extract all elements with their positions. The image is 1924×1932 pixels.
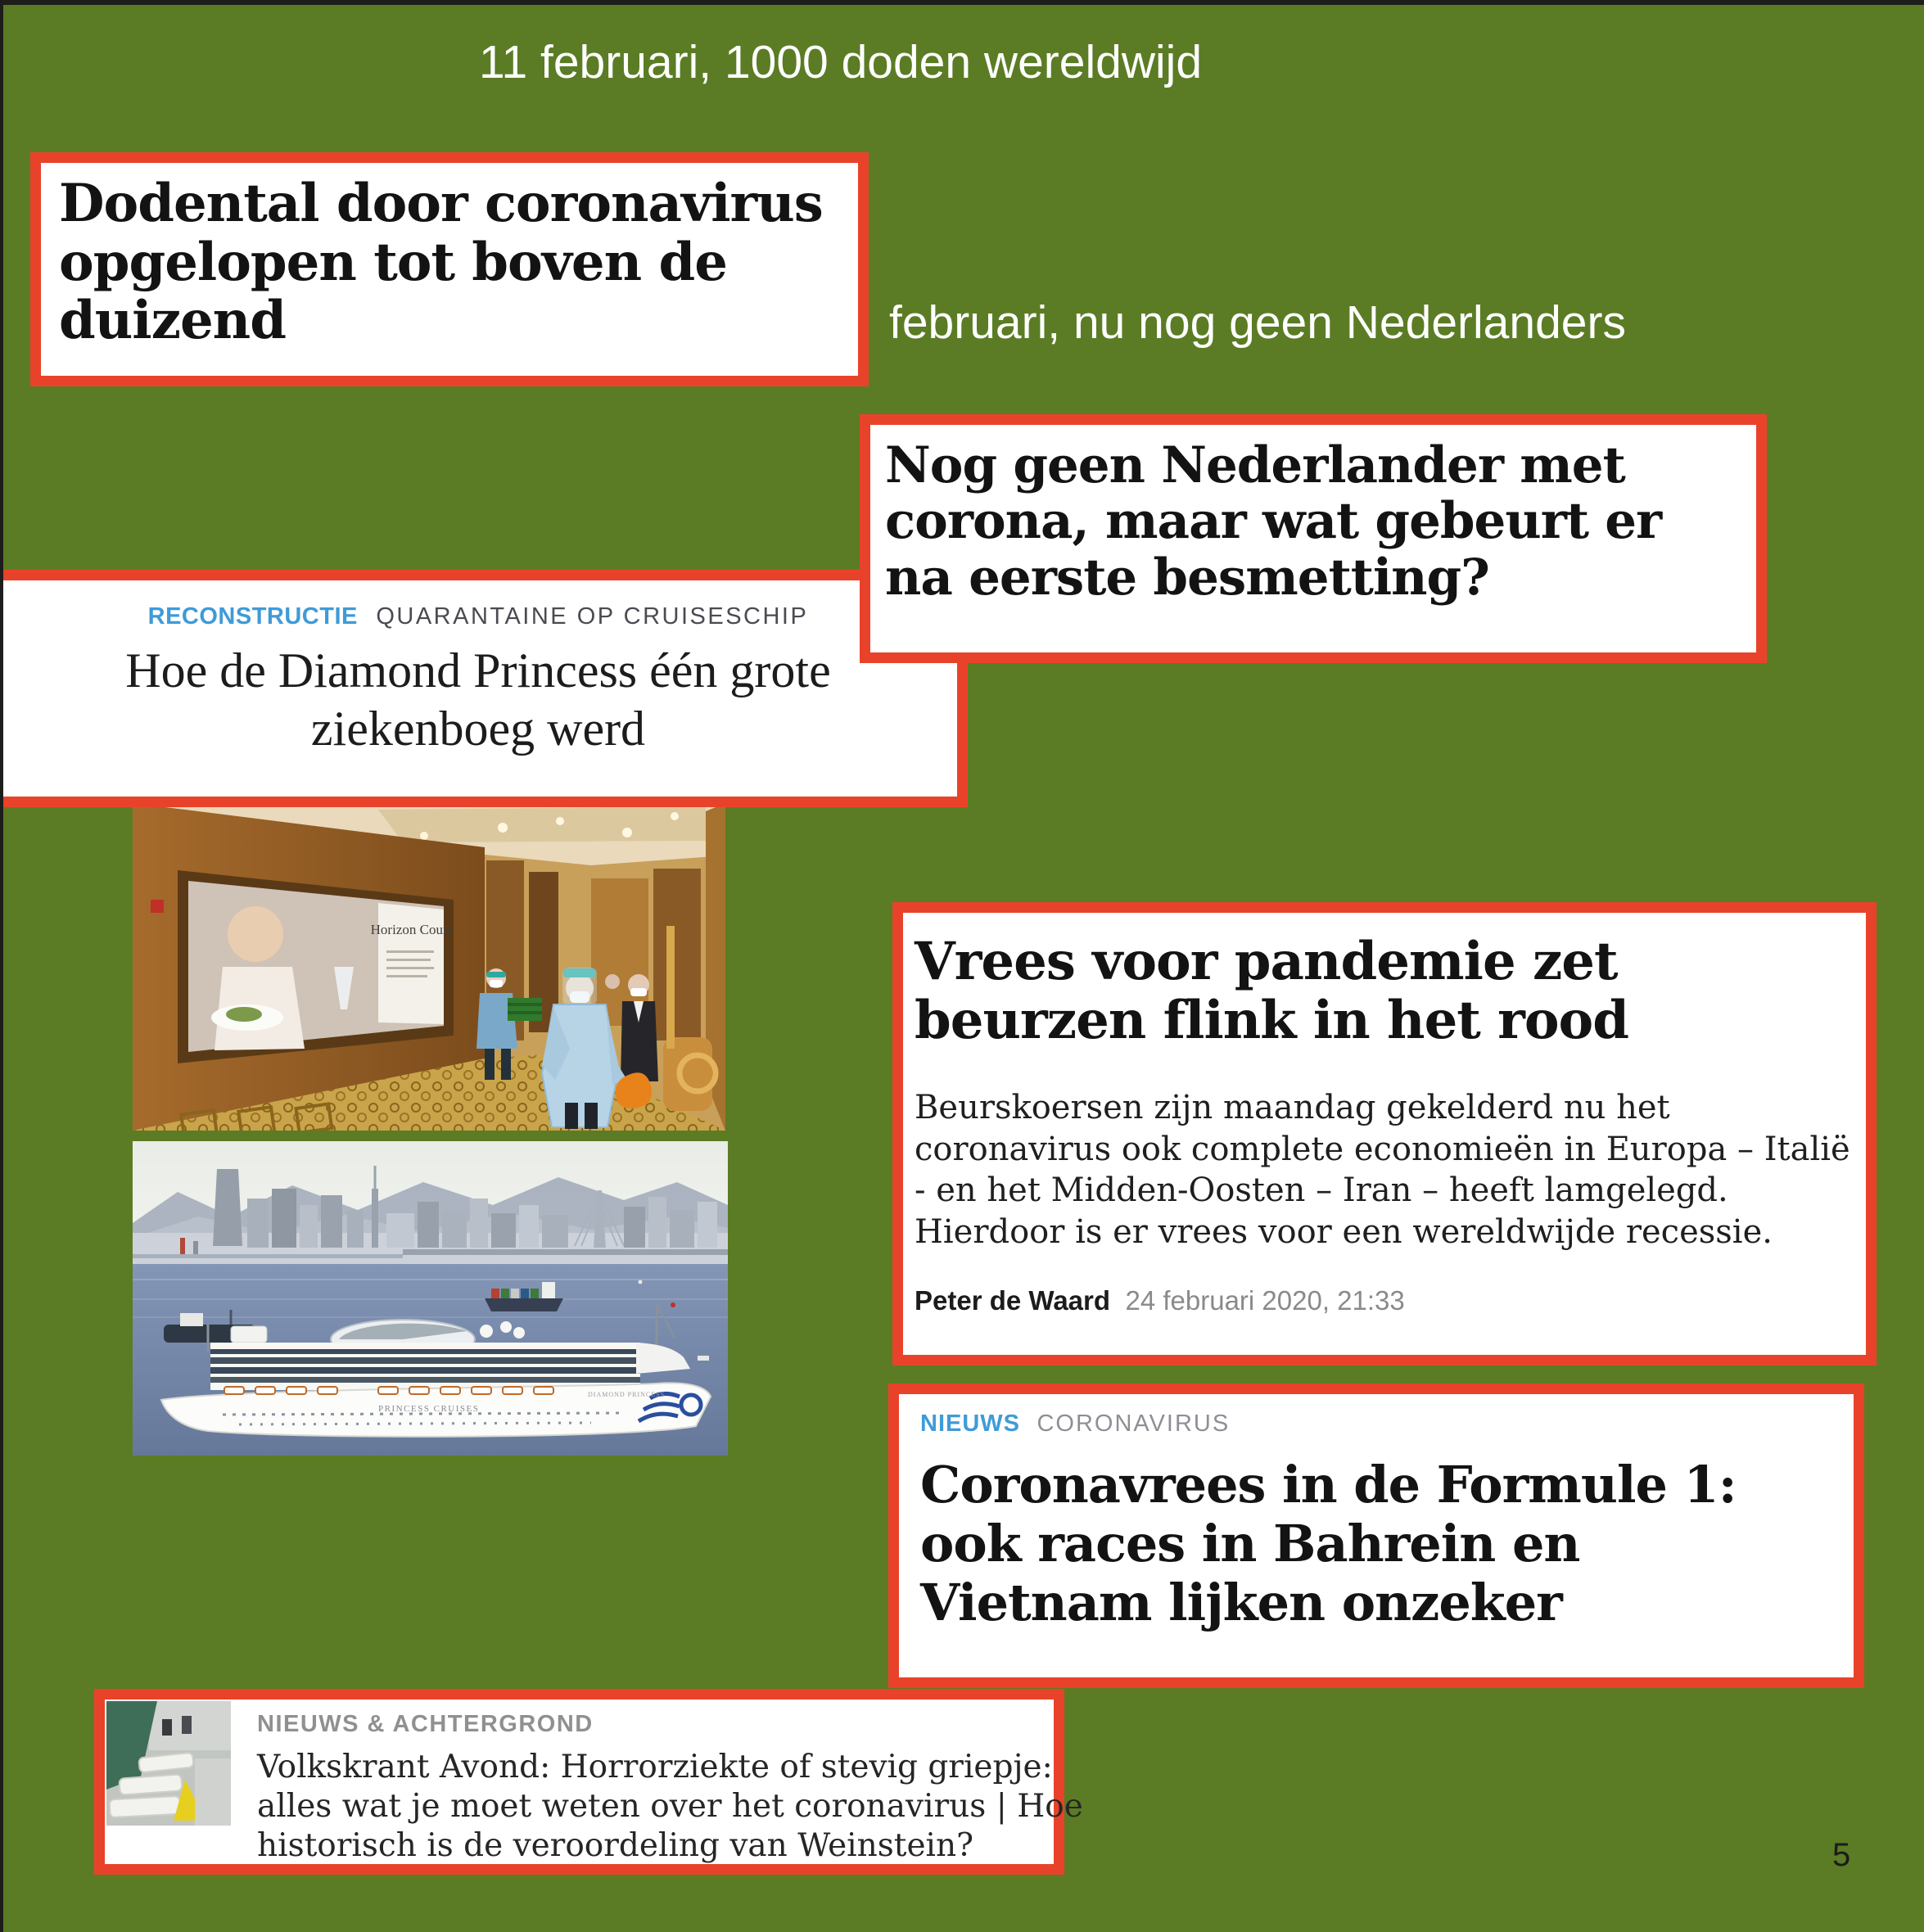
- volkskrant-thumbnail: [106, 1701, 231, 1826]
- slide-title-top: 11 februari, 1000 doden wereldwijd: [479, 36, 1203, 88]
- page-number: 5: [1832, 1837, 1851, 1873]
- headline-line: Vietnam lijken onzeker: [920, 1572, 1562, 1632]
- kicker-nieuws: NIEUWS: [920, 1411, 1020, 1437]
- headline-line: Nog geen Nederlander met: [885, 436, 1625, 494]
- hull-text: PRINCESS CRUISES: [378, 1404, 480, 1414]
- headline-line: na eerste besmetting?: [885, 548, 1489, 607]
- teaser-line: alles wat je moet weten over het coronavirus | Hoe: [257, 1787, 1083, 1825]
- kicker-row: [0, 605, 957, 629]
- ship-photo: [133, 1141, 728, 1456]
- kicker-nieuws-achtergrond: NIEUWS & ACHTERGROND: [257, 1711, 594, 1737]
- screen-title-text: Horizon Court: [370, 922, 452, 937]
- body-line: Beurskoersen zijn maandag gekelderd nu het: [915, 1089, 1670, 1127]
- left-edge-strip: [0, 0, 3, 1932]
- dateline: 24 februari 2020, 21:33: [1125, 1284, 1405, 1316]
- clipping-formule1: [888, 1384, 1864, 1688]
- corridor-illustration: [133, 803, 725, 1131]
- headline-line: opgelopen tot boven de: [59, 231, 727, 293]
- headline-line: Dodental door coronavirus: [59, 173, 823, 234]
- headline-line: Hoe de Diamond Princess één grote: [125, 643, 831, 697]
- headline-line: Vrees voor pandemie zet: [915, 931, 1618, 992]
- kicker-row: [920, 1412, 1854, 1436]
- headline-line: ziekenboeg werd: [310, 701, 646, 756]
- body-line: coronavirus ook complete economieën in Europa – Italië: [915, 1130, 1850, 1168]
- slide-title-secondary: februari, nu nog geen Nederlanders: [889, 296, 1626, 349]
- body-line: Hierdoor is er vrees voor een wereldwijde recessie.: [915, 1212, 1773, 1251]
- headline-line: corona, maar wat gebeurt er: [885, 492, 1662, 551]
- kicker-reconstructie: RECONSTRUCTIE: [147, 603, 358, 630]
- corridor-photo: [133, 803, 725, 1131]
- top-edge-strip: [0, 0, 1924, 5]
- bow-text: DIAMOND PRINCESS: [588, 1391, 666, 1398]
- teaser-line: Volkskrant Avond: Horrorziekte of stevig griepje:: [257, 1749, 1053, 1785]
- clipping-nog-geen: [860, 414, 1767, 663]
- clipping-dodental: [30, 152, 869, 386]
- kicker-coronavirus: CORONAVIRUS: [1037, 1411, 1231, 1437]
- headline-line: beurzen flink in het rood: [915, 989, 1628, 1051]
- kicker-quarantaine: QUARANTAINE OP CRUISESCHIP: [376, 603, 809, 630]
- headline-line: duizend: [59, 290, 286, 352]
- headline-line: Coronavrees in de Formule 1:: [920, 1455, 1737, 1514]
- teaser-line: historisch is de veroordeling van Weinstein?: [257, 1826, 974, 1864]
- clipping-volkskrant: [94, 1689, 1083, 1875]
- clipping-reconstructie: [0, 570, 968, 807]
- clipping-vrees: [892, 902, 1877, 1365]
- ship-illustration: [133, 1141, 728, 1456]
- body-line: - en het Midden-Oosten – Iran – heeft lamgelegd.: [915, 1171, 1728, 1210]
- headline-line: ook races in Bahrein en: [920, 1513, 1580, 1573]
- byline: Peter de Waard: [915, 1284, 1111, 1316]
